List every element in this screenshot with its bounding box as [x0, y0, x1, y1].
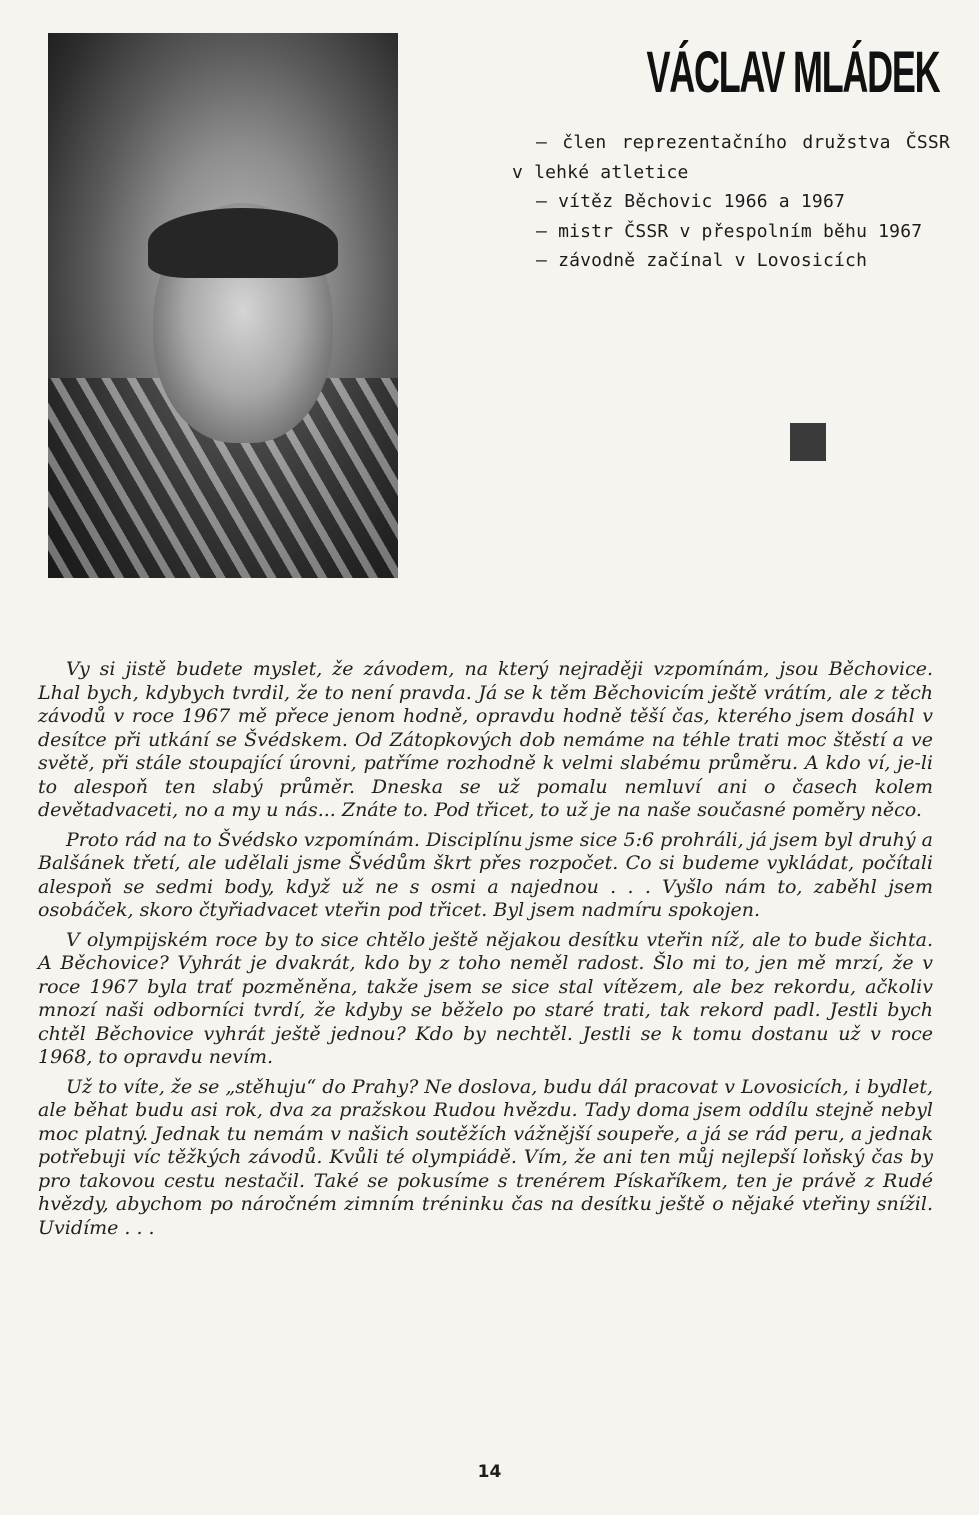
facts-list	[512, 128, 950, 276]
page-number: 14	[477, 1462, 502, 1482]
fact-item: — mistr ČSSR v přespolním běhu 1967	[536, 220, 923, 242]
page-title: VÁCLAV MLÁDEK	[646, 40, 939, 105]
paragraph: Už to víte, že se „stěhuju“ do Prahy? Ne doslova, budu dál pracovat v Lovosicích, i bydlet, ale běhat budu asi rok, dva za pražskou Rudou hvězdu. Tady doma jsem oddílu stejně nebyl moc platný. Jednak tu nemám v našich soutěžích vážnější soupeře, a já se rád peru, a jednak potřebuji víc těžkých závodů. Kvůli té olympiádě. Vím, že ani ten můj nejlepší loňský čas by pro takovou cestu nestačil. Také se pokusíme s trenérem Pískaříkem, ten je právě z Rudé hvězdy, abychom po náročném zimním tréninku čas na desítku ještě o nějaké vteřiny snížil. Uvidíme . . .	[38, 1075, 933, 1239]
fact-item: — závodně začínal v Lovosicích	[536, 250, 868, 271]
fact-item: — člen reprezentačního družstva ČSSR v lehké atletice	[512, 132, 950, 183]
paragraph: Proto rád na to Švédsko vzpomínám. Disciplínu jsme sice 5:6 prohráli, já jsem byl druhý a Balšánek třetí, ale udělali jsme Švédům škrt přes rozpočet. Co si budeme vykládat, počítali alespoň se sedmi body, když už ne s osmi a najednou . . . Vyšlo nám to, zaběhl jsem osobáček, skoro čtyřiadvacet vteřin pod třicet. Byl jsem nadmíru spokojen.	[38, 828, 933, 921]
paragraph: Vy si jistě budete myslet, že závodem, na který nejraději vzpomínám, jsou Běchovice. Lhal bych, kdybych tvrdil, že to není pravda. Já se k těm Běchovicím ještě vrátím, ale z těch závodů v roce 1967 mě přece jenom hodně, opravdu hodně těší čas, kterého jsem dosáhl v desítce při utkání se Švédskem. Od Zátopkových dob nemáme na téhle trati moc štěstí a ve světě, při stále stoupající úrovni, patříme rozhodně k velmi slabému průměru. A kdo ví, je-li to alespoň ten slabý průměr. Dneska se už pomalu nemluví ani o časech kolem devětadvaceti, no a my u nás... Znáte to. Pod třicet, to už je na naše současné poměry něco.	[38, 658, 933, 821]
hair-shape	[148, 208, 338, 278]
article-body	[38, 658, 933, 1246]
paragraph: V olympijském roce by to sice chtělo ještě nějakou desítku vteřin níž, ale to bude šichta. A Běchovice? Vyhrát je dvakrát, kdo by z toho neměl radost. Šlo mi to, jen mě mrzí, že v roce 1967 byla trať pozměněna, takže jsem se sice stal vítězem, ale bez rekordu, ačkoliv mnozí naši odborníci tvrdí, že kdyby se běželo po staré trati, tak rekord padl. Jestli bych chtěl Běchovice vyhrát ještě jednou? Kdo by nechtěl. Jestli se k tomu dostanu už v roce 1968, to opravdu nevím.	[38, 928, 933, 1068]
decorative-square	[790, 423, 826, 461]
portrait-photo	[48, 33, 398, 578]
fact-item: — vítěz Běchovic 1966 a 1967	[536, 191, 846, 212]
